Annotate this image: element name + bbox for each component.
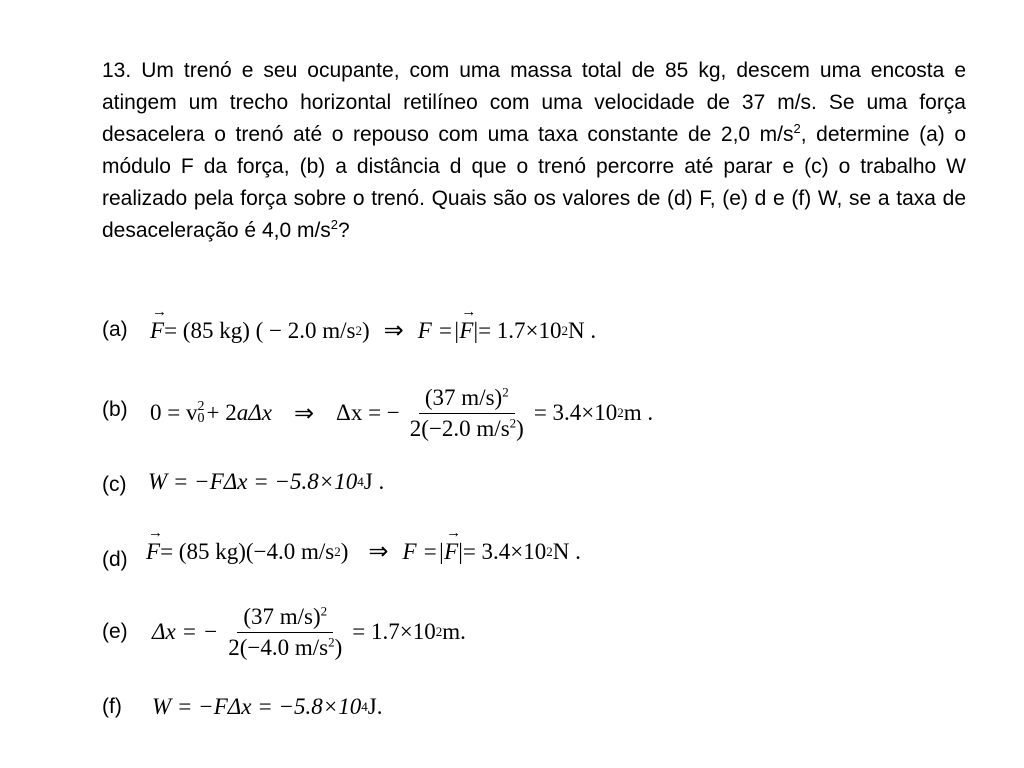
answer-b-result-unit: m .: [623, 400, 654, 425]
answer-a-res-vec: → F: [459, 318, 473, 344]
answer-e-den: 2(−4.0 m/s: [228, 634, 329, 660]
problem-sup-2: 2: [330, 217, 339, 232]
answer-e-result-unit: m.: [442, 619, 466, 644]
answer-d-label: (d): [102, 548, 128, 571]
answer-f-equation: W = −FΔx = −5.8×10 4 J.: [152, 694, 383, 719]
answer-b-dx: Δx: [248, 400, 272, 425]
answer-a-res-unit: N .: [568, 317, 597, 343]
answer-d-res-post: |= 3.4×10: [458, 538, 547, 564]
problem-sup-1: 2: [793, 121, 801, 136]
answer-e-den-close: ): [334, 634, 343, 660]
answer-d-res-pre: F =|: [402, 538, 445, 564]
answer-e-result: = 1.7×10: [352, 619, 436, 644]
answer-a-res-pre: F =|: [417, 317, 460, 343]
answer-a-implies: ⇒: [383, 318, 404, 344]
answer-b-num-exp: 2: [502, 383, 509, 399]
answer-b-a: a: [236, 400, 249, 425]
answer-a-close: ): [361, 317, 370, 343]
answer-b-pre: 0 = v: [150, 400, 198, 425]
answer-b-num: (37 m/s): [424, 384, 503, 410]
problem-text-1: 13. Um trenó e seu ocupante, com uma massa total de 85 kg, descem uma encosta e atingem um trecho horizontal retilíneo com uma velocidade de 37 m/s. Se uma força desacelera o trenó até o repouso com uma taxa constante de 2,0 m/s: [102, 59, 966, 146]
answer-c-unit: J .: [363, 469, 385, 494]
answer-d-implies: ⇒: [368, 539, 389, 565]
answer-b-den: 2(−2.0 m/s: [409, 415, 510, 441]
answer-d-res-unit: N .: [552, 538, 581, 564]
answer-a-mid: = (85 kg) ( − 2.0 m/s: [164, 317, 356, 343]
answer-a-res-post: |= 1.7×10: [473, 317, 562, 343]
answer-c-expr: W = −FΔx = −5.8×10: [148, 469, 358, 494]
answer-b-lhs2: Δx = −: [336, 400, 400, 425]
answer-e-equation: Δx = − $\frac{(37 m/s)^2}{2(-4.0 m/s^2)}$ = 1.7×10 2 m.: [152, 602, 466, 660]
answer-b-fraction: [404, 385, 530, 442]
answer-f-expr: W = −FΔx = −5.8×10: [152, 694, 362, 719]
answer-b-label: (b): [102, 398, 128, 421]
answer-e-lhs: Δx = −: [152, 619, 219, 644]
answer-f-label: (f): [102, 695, 122, 718]
answer-d-equation: → F = (85 kg)(−4.0 m/s 2 ) ⇒ F =| → F |= 3.4×10 2 N .: [146, 537, 581, 566]
problem-statement: [102, 55, 966, 247]
answer-f-unit: J.: [367, 694, 383, 719]
answer-d-force-vector: → F: [146, 539, 160, 565]
answer-e-fraction: [222, 604, 348, 661]
answer-c-label: (c): [102, 473, 127, 496]
problem-text-3: ?: [338, 219, 350, 242]
answer-d-res-vec: → F: [444, 539, 458, 565]
answer-e-num-exp: 2: [320, 602, 328, 618]
answer-b-v-sup: 2: [197, 399, 205, 414]
answer-e-num: (37 m/s): [243, 603, 321, 629]
answer-d-mid: = (85 kg)(−4.0 m/s: [160, 538, 335, 564]
answer-e-den-exp: 2: [328, 633, 335, 649]
answer-a-equation: → F = (85 kg) ( − 2.0 m/s 2 ) ⇒ F =| → F |= 1.7×10 2 N .: [150, 316, 596, 345]
answer-b-den-exp: 2: [509, 414, 517, 430]
answer-a-force-vector: → F: [150, 318, 164, 344]
answer-b-implies: ⇒: [293, 400, 315, 427]
answer-b-v-sub: 0: [197, 411, 205, 426]
answer-b-result: = 3.4×10: [533, 400, 618, 425]
answer-b-den-close: ): [516, 415, 524, 441]
answer-e-label: (e): [102, 620, 128, 643]
answer-c-equation: W = −FΔx = −5.8×10 4 J .: [148, 469, 385, 494]
answer-b-mid: + 2: [206, 400, 237, 425]
answer-b-equation: 0 = v 2 0 + 2 a Δx ⇒ Δx = − $\frac{(37 m/s)^2}{2(-2.0 m/s^2)}$ = 3.4×10 2 m .: [150, 383, 654, 441]
answer-d-close: ): [340, 538, 349, 564]
answer-a-label: (a): [102, 318, 128, 341]
problem-text-2: , determine (a) o módulo F da força, (b) a distância d que o trenó percorre até parar e (c) o trabalho W realizado pela força sobre o trenó. Quais são os valores de (d) F, (e) d e (f) W, se a taxa de desaceleração é 4,0 m/s: [102, 123, 966, 242]
